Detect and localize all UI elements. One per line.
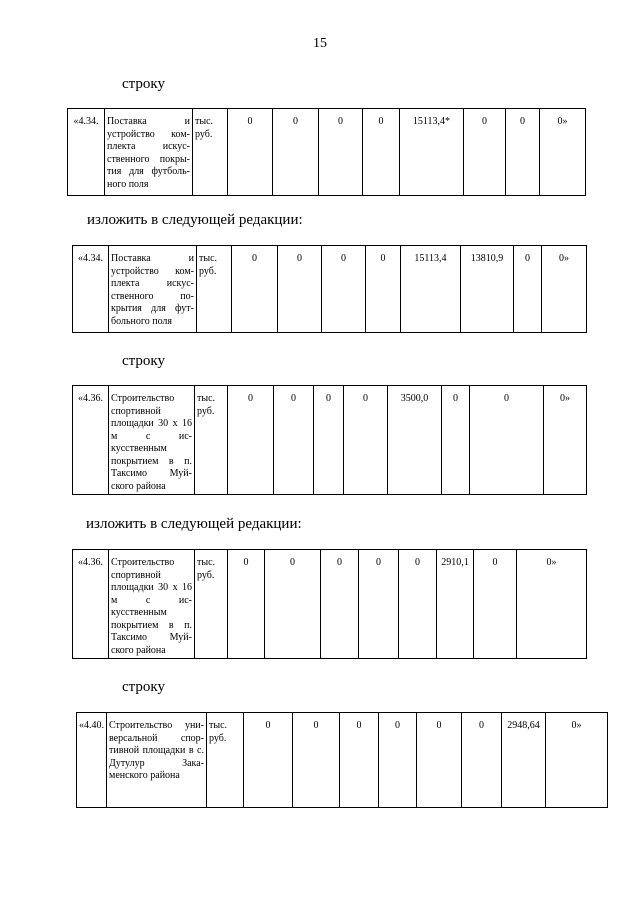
- amendment-table: [72, 245, 587, 333]
- value-cell: 0: [506, 109, 540, 196]
- value-cell: 0»: [546, 713, 608, 808]
- unit-cell: тыс. руб.: [193, 109, 228, 196]
- value-cell: 0: [474, 550, 517, 659]
- amendment-table: [72, 549, 587, 659]
- value-cell: 0»: [542, 246, 587, 333]
- value-cell: 15113,4: [401, 246, 461, 333]
- item-name: Поставка и устройство ком-плекта искус-ственного по-крытия для фут-больного поля: [109, 246, 197, 333]
- amendment-table: [67, 108, 586, 196]
- table-row: [73, 386, 587, 495]
- value-cell: 0: [244, 713, 293, 808]
- value-cell: 0: [321, 550, 359, 659]
- value-cell: 0»: [544, 386, 587, 495]
- value-cell: 0: [319, 109, 363, 196]
- item-number: «4.36.: [73, 550, 109, 659]
- unit-cell: тыс. руб.: [195, 550, 228, 659]
- value-cell: 0: [228, 386, 274, 495]
- value-cell: 15113,4*: [400, 109, 464, 196]
- value-cell: 2910,1: [437, 550, 474, 659]
- value-cell: 0: [232, 246, 278, 333]
- value-cell: 0: [417, 713, 462, 808]
- value-cell: 0: [344, 386, 388, 495]
- section-label: строку: [122, 679, 165, 695]
- item-number: «4.36.: [73, 386, 109, 495]
- value-cell: 0: [228, 109, 273, 196]
- value-cell: 3500,0: [388, 386, 442, 495]
- item-number: «4.34.: [73, 246, 109, 333]
- amendment-table: [72, 385, 587, 495]
- table-row: [73, 246, 587, 333]
- value-cell: 0: [228, 550, 265, 659]
- value-cell: 0: [470, 386, 544, 495]
- value-cell: 2948,64: [502, 713, 546, 808]
- item-name: Строительство спортивной площадки 30 х 16 м с ис-кусственным покрытием в п. Таксимо Муй-ского района: [109, 386, 195, 495]
- value-cell: 0: [363, 109, 400, 196]
- value-cell: 0»: [517, 550, 587, 659]
- amendment-table: [76, 712, 608, 808]
- value-cell: 0: [462, 713, 502, 808]
- value-cell: 0: [278, 246, 322, 333]
- value-cell: 0: [273, 109, 319, 196]
- value-cell: 0: [442, 386, 470, 495]
- value-cell: 0: [340, 713, 379, 808]
- section-label: изложить в следующей редакции:: [87, 212, 303, 228]
- item-name: Поставка и устройство ком-плекта искус-ственного покры-тия для футболь-ного поля: [105, 109, 193, 196]
- value-cell: 0: [274, 386, 314, 495]
- unit-cell: тыс. руб.: [207, 713, 244, 808]
- table-row: [77, 713, 608, 808]
- value-cell: 0: [265, 550, 321, 659]
- item-number: «4.40.: [77, 713, 107, 808]
- value-cell: 0: [366, 246, 401, 333]
- section-label: изложить в следующей редакции:: [86, 516, 302, 532]
- unit-cell: тыс. руб.: [197, 246, 232, 333]
- value-cell: 0: [379, 713, 417, 808]
- value-cell: 0: [514, 246, 542, 333]
- value-cell: 13810,9: [461, 246, 514, 333]
- unit-cell: тыс. руб.: [195, 386, 228, 495]
- item-name: Строительство спортивной площадки 30 х 16 м с ис-кусственным покрытием в п. Таксимо Муй-ского района: [109, 550, 195, 659]
- section-label: строку: [122, 353, 165, 369]
- table-row: [73, 550, 587, 659]
- value-cell: 0: [314, 386, 344, 495]
- table-row: [68, 109, 586, 196]
- value-cell: 0: [399, 550, 437, 659]
- item-number: «4.34.: [68, 109, 105, 196]
- value-cell: 0»: [540, 109, 586, 196]
- item-name: Строительство уни-версальной спор-тивной площадки в с. Дутулур Зака-менского района: [107, 713, 207, 808]
- page-number: 15: [313, 36, 327, 51]
- value-cell: 0: [464, 109, 506, 196]
- value-cell: 0: [359, 550, 399, 659]
- value-cell: 0: [322, 246, 366, 333]
- value-cell: 0: [293, 713, 340, 808]
- section-label: строку: [122, 76, 165, 92]
